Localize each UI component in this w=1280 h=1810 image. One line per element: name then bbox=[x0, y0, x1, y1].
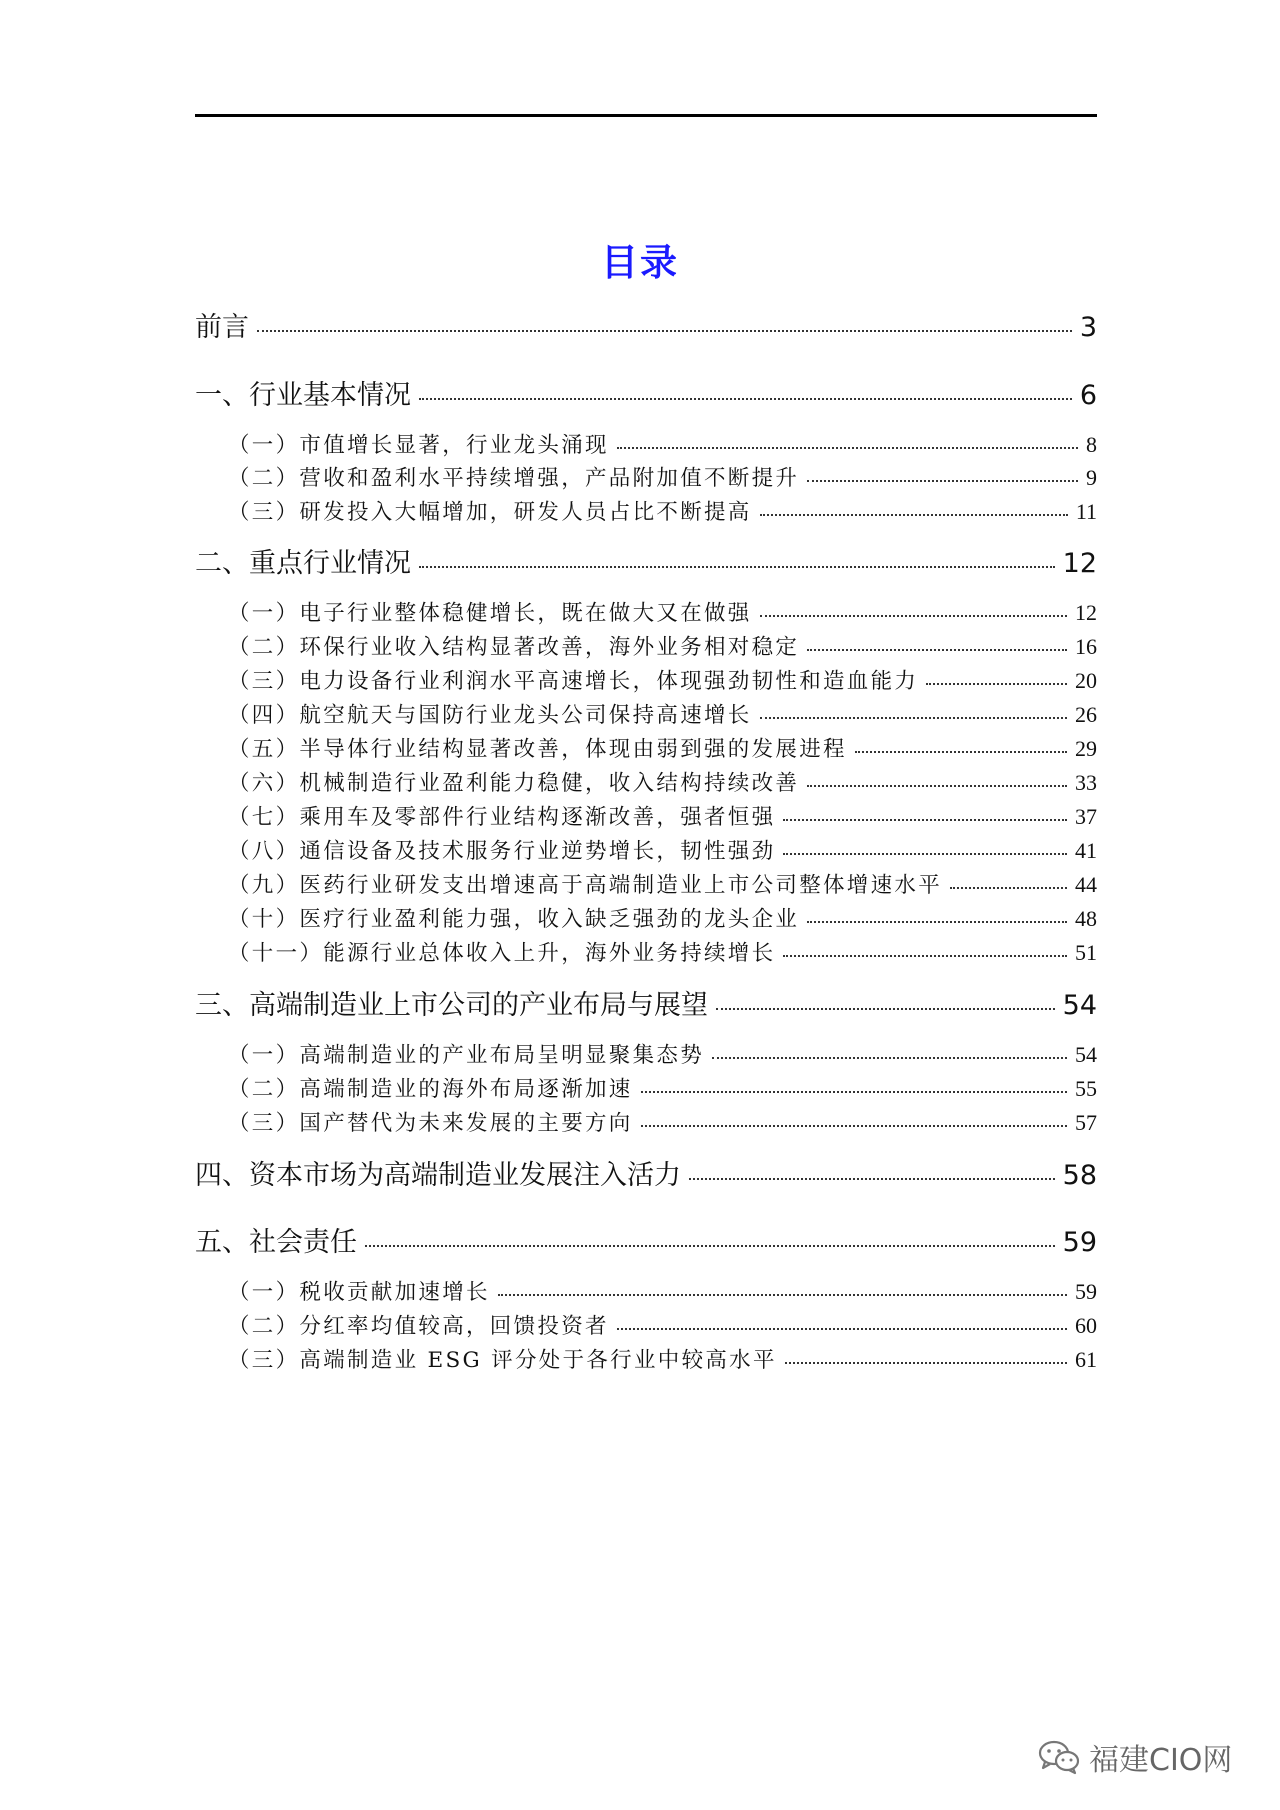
toc-entry-label: （一）高端制造业的产业布局呈明显聚集态势 bbox=[228, 1043, 705, 1068]
toc-entry-level2[interactable] bbox=[228, 428, 1097, 459]
toc-entry-level1[interactable] bbox=[195, 305, 1097, 344]
toc-entry-page: 58 bbox=[1062, 1160, 1097, 1191]
toc-entry-label: 一、行业基本情况 bbox=[195, 380, 411, 411]
toc-entry-page: 29 bbox=[1075, 736, 1097, 761]
toc-entry-page: 11 bbox=[1075, 499, 1097, 524]
toc-entry-level2[interactable] bbox=[228, 1309, 1097, 1340]
toc-entry-level2[interactable] bbox=[228, 732, 1097, 763]
dot-leader bbox=[783, 819, 1067, 821]
dot-leader bbox=[365, 1245, 1055, 1247]
toc-entry-label: （六）机械制造行业盈利能力稳健，收入结构持续改善 bbox=[228, 771, 800, 796]
toc-entry-page: 54 bbox=[1075, 1042, 1097, 1067]
dot-leader bbox=[641, 1091, 1067, 1093]
toc-entry-level2[interactable] bbox=[228, 664, 1097, 695]
toc-entry-label: （一）市值增长显著，行业龙头涌现 bbox=[228, 433, 609, 458]
toc-entry-level2[interactable] bbox=[228, 902, 1097, 933]
toc-entry-label: （一）电子行业整体稳健增长，既在做大又在做强 bbox=[228, 601, 752, 626]
toc-entry-label: 三、高端制造业上市公司的产业布局与展望 bbox=[195, 990, 708, 1021]
toc-entry-label: （四）航空航天与国防行业龙头公司保持高速增长 bbox=[228, 703, 752, 728]
toc-entry-page: 51 bbox=[1075, 940, 1097, 965]
toc-entry-level2[interactable] bbox=[228, 1106, 1097, 1137]
toc-entry-label: （一）税收贡献加速增长 bbox=[228, 1280, 490, 1305]
dot-leader bbox=[783, 955, 1067, 957]
toc-entry-page: 8 bbox=[1086, 432, 1097, 457]
toc-entry-level2[interactable] bbox=[228, 698, 1097, 729]
toc-entry-label: （二）环保行业收入结构显著改善，海外业务相对稳定 bbox=[228, 635, 800, 660]
toc-entry-page: 12 bbox=[1075, 600, 1097, 625]
toc-entry-level2[interactable] bbox=[228, 1275, 1097, 1306]
toc-entry-label: （二）高端制造业的海外布局逐渐加速 bbox=[228, 1077, 633, 1102]
toc-entry-level1[interactable] bbox=[195, 1153, 1097, 1192]
dot-leader bbox=[419, 398, 1072, 400]
toc-entry-page: 3 bbox=[1079, 312, 1097, 343]
dot-leader bbox=[950, 887, 1067, 889]
toc-entry-page: 59 bbox=[1062, 1227, 1097, 1258]
toc-entry-level2[interactable] bbox=[228, 936, 1097, 967]
toc-entry-label: 二、重点行业情况 bbox=[195, 548, 411, 579]
toc-entry-page: 37 bbox=[1075, 804, 1097, 829]
wechat-icon bbox=[1037, 1739, 1081, 1775]
toc-entry-level2[interactable] bbox=[228, 1038, 1097, 1069]
toc-entry-label: （三）电力设备行业利润水平高速增长，体现强劲韧性和造血能力 bbox=[228, 669, 919, 694]
toc-entry-label: （九）医药行业研发支出增速高于高端制造业上市公司整体增速水平 bbox=[228, 873, 943, 898]
toc-entry-level2[interactable] bbox=[228, 800, 1097, 831]
dot-leader bbox=[617, 447, 1078, 449]
toc-entry-page: 44 bbox=[1075, 872, 1097, 897]
toc-entry-label: （八）通信设备及技术服务行业逆势增长，韧性强劲 bbox=[228, 839, 776, 864]
dot-leader bbox=[689, 1178, 1055, 1180]
toc-entry-page: 16 bbox=[1075, 634, 1097, 659]
toc-entry-label: （三）研发投入大幅增加，研发人员占比不断提高 bbox=[228, 500, 752, 525]
toc-entry-level2[interactable] bbox=[228, 1343, 1097, 1374]
toc-entry-page: 60 bbox=[1075, 1313, 1097, 1338]
toc-entry-label: （十）医疗行业盈利能力强，收入缺乏强劲的龙头企业 bbox=[228, 907, 800, 932]
toc-entry-label: （二）分红率均值较高，回馈投资者 bbox=[228, 1314, 609, 1339]
header-rule bbox=[195, 114, 1097, 117]
toc-entry-label: （七）乘用车及零部件行业结构逐渐改善，强者恒强 bbox=[228, 805, 776, 830]
dot-leader bbox=[760, 514, 1068, 516]
toc-entry-label: 五、社会责任 bbox=[195, 1227, 357, 1258]
toc-entry-level2[interactable] bbox=[228, 596, 1097, 627]
dot-leader bbox=[855, 751, 1067, 753]
toc-entry-page: 54 bbox=[1062, 990, 1097, 1021]
toc-entry-label: （二）营收和盈利水平持续增强，产品附加值不断提升 bbox=[228, 466, 800, 491]
toc-entry-level2[interactable] bbox=[228, 834, 1097, 865]
toc-entry-level2[interactable] bbox=[228, 1072, 1097, 1103]
dot-leader bbox=[257, 330, 1072, 332]
dot-leader bbox=[498, 1294, 1067, 1296]
toc-entry-label: （十一）能源行业总体收入上升，海外业务持续增长 bbox=[228, 941, 776, 966]
dot-leader bbox=[712, 1057, 1067, 1059]
dot-leader bbox=[617, 1328, 1067, 1330]
toc-entry-page: 57 bbox=[1075, 1110, 1097, 1135]
toc-entry-page: 26 bbox=[1075, 702, 1097, 727]
dot-leader bbox=[785, 1362, 1067, 1364]
watermark-text: 福建CIO网 bbox=[1089, 1743, 1233, 1778]
toc-entry-page: 9 bbox=[1086, 465, 1097, 490]
toc-entry-page: 55 bbox=[1075, 1076, 1097, 1101]
toc-entry-page: 12 bbox=[1062, 548, 1097, 579]
toc-entry-page: 61 bbox=[1075, 1347, 1097, 1372]
toc-entry-level1[interactable] bbox=[195, 541, 1097, 580]
toc-entry-page: 59 bbox=[1075, 1279, 1097, 1304]
toc-entry-label: （三）国产替代为未来发展的主要方向 bbox=[228, 1111, 633, 1136]
dot-leader bbox=[716, 1008, 1055, 1010]
toc-title: 目录 bbox=[601, 240, 679, 284]
dot-leader bbox=[760, 615, 1067, 617]
toc-entry-label: 四、资本市场为高端制造业发展注入活力 bbox=[195, 1160, 681, 1191]
dot-leader bbox=[807, 649, 1067, 651]
toc-entry-level1[interactable] bbox=[195, 983, 1097, 1022]
dot-leader bbox=[760, 717, 1067, 719]
toc-entry-label: 前言 bbox=[195, 312, 249, 343]
toc-entry-page: 33 bbox=[1075, 770, 1097, 795]
toc-entry-level2[interactable] bbox=[228, 495, 1097, 526]
toc-entry-label: （五）半导体行业结构显著改善，体现由弱到强的发展进程 bbox=[228, 737, 847, 762]
toc-entry-page: 6 bbox=[1079, 380, 1097, 411]
dot-leader bbox=[807, 480, 1078, 482]
dot-leader bbox=[926, 683, 1067, 685]
toc-entry-level2[interactable] bbox=[228, 766, 1097, 797]
toc-entry-label: （三）高端制造业 ESG 评分处于各行业中较高水平 bbox=[228, 1348, 777, 1373]
dot-leader bbox=[807, 785, 1067, 787]
toc-entry-page: 48 bbox=[1075, 906, 1097, 931]
dot-leader bbox=[419, 566, 1055, 568]
toc-entry-page: 41 bbox=[1075, 838, 1097, 863]
toc-entry-level2[interactable] bbox=[228, 868, 1097, 899]
toc-entry-page: 20 bbox=[1075, 668, 1097, 693]
dot-leader bbox=[807, 921, 1067, 923]
toc-entry-level2[interactable] bbox=[228, 630, 1097, 661]
dot-leader bbox=[783, 853, 1067, 855]
dot-leader bbox=[641, 1125, 1067, 1127]
toc-entry-level2[interactable] bbox=[228, 461, 1097, 492]
toc-entry-level1[interactable] bbox=[195, 1220, 1097, 1259]
toc-entry-level1[interactable] bbox=[195, 373, 1097, 412]
watermark bbox=[1037, 1735, 1232, 1779]
